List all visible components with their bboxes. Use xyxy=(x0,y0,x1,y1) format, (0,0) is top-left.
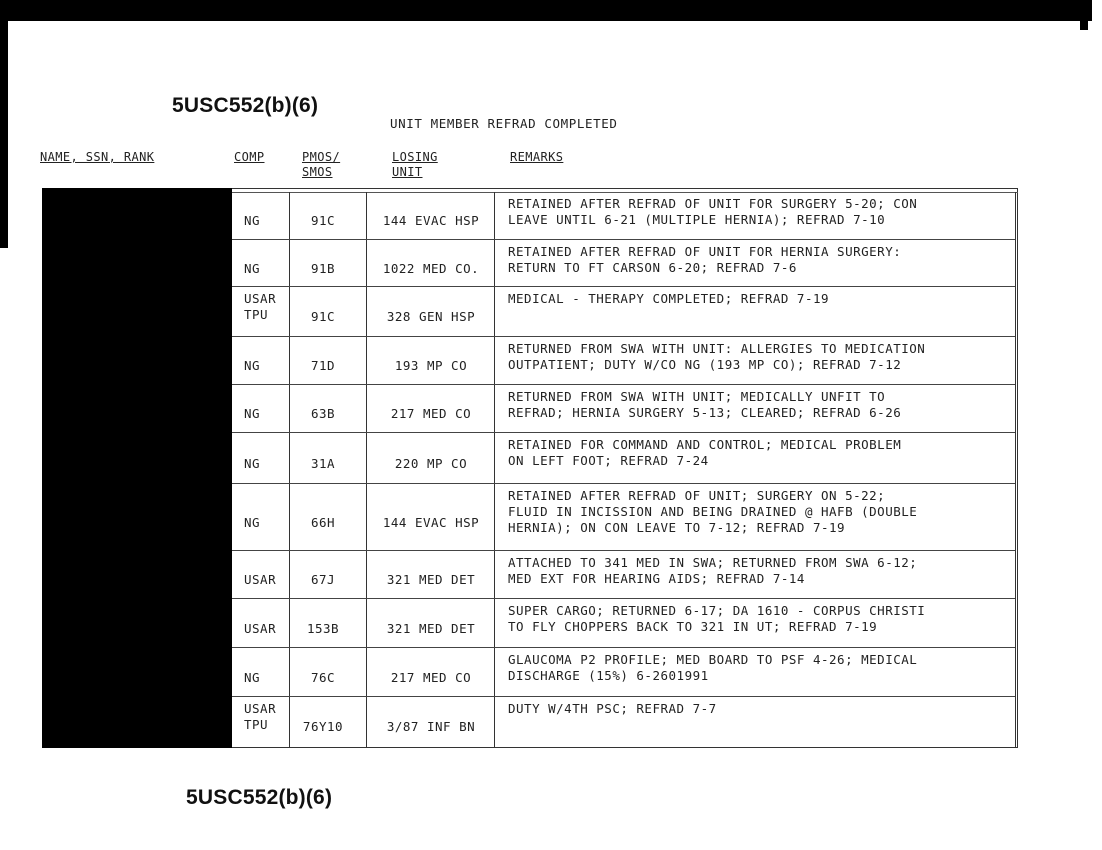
scan-left-border xyxy=(0,0,8,248)
column-header-remarks: REMARKS xyxy=(510,150,564,164)
losing-unit-cell: 144 EVAC HSP xyxy=(382,515,480,530)
remarks-line1: DUTY W/4TH PSC; REFRAD 7-7 xyxy=(508,701,717,716)
comp-cell: NG xyxy=(244,358,261,373)
remarks-line1: RETAINED AFTER REFRAD OF UNIT FOR SURGERY 5-20; CON xyxy=(508,196,918,211)
column-header-name: NAME, SSN, RANK xyxy=(40,150,155,164)
scan-right-mark xyxy=(1080,0,1088,30)
remarks-line2: LEAVE UNTIL 6-21 (MULTIPLE HERNIA); REFRAD 7-10 xyxy=(508,212,886,227)
table-row xyxy=(232,240,1015,287)
remarks-line3: HERNIA); ON CON LEAVE TO 7-12; REFRAD 7-19 xyxy=(508,520,846,535)
column-header-pmos: PMOS/ SMOS xyxy=(302,150,341,179)
pmos-cell: 67J xyxy=(310,572,336,587)
pmos-cell: 63B xyxy=(310,406,336,421)
comp-cell: USAR xyxy=(244,701,277,716)
pmos-cell: 91C xyxy=(310,309,336,324)
redaction-block xyxy=(42,188,232,748)
table-row xyxy=(232,287,1015,337)
pmos-cell: 71D xyxy=(310,358,336,373)
losing-unit-cell: 321 MED DET xyxy=(386,621,476,636)
table-row xyxy=(232,433,1015,484)
remarks-line2: MED EXT FOR HEARING AIDS; REFRAD 7-14 xyxy=(508,571,805,586)
remarks-line2: REFRAD; HERNIA SURGERY 5-13; CLEARED; REFRAD 6-26 xyxy=(508,405,902,420)
comp-cell: USAR xyxy=(244,621,277,636)
comp-cell-line2: TPU xyxy=(244,307,269,322)
losing-unit-cell: 193 MP CO xyxy=(394,358,468,373)
remarks-line2: FLUID IN INCISSION AND BEING DRAINED @ HAFB (DOUBLE xyxy=(508,504,918,519)
pmos-cell: 91C xyxy=(310,213,336,228)
remarks-line2: RETURN TO FT CARSON 6-20; REFRAD 7-6 xyxy=(508,260,797,275)
pmos-cell: 66H xyxy=(310,515,336,530)
pmos-cell: 76C xyxy=(310,670,336,685)
comp-cell: USAR xyxy=(244,572,277,587)
losing-unit-cell: 144 EVAC HSP xyxy=(382,213,480,228)
comp-cell: NG xyxy=(244,213,261,228)
comp-cell: NG xyxy=(244,456,261,471)
remarks-line1: GLAUCOMA P2 PROFILE; MED BOARD TO PSF 4-26; MEDICAL xyxy=(508,652,918,667)
remarks-line1: RETAINED AFTER REFRAD OF UNIT FOR HERNIA SURGERY: xyxy=(508,244,902,259)
comp-cell: NG xyxy=(244,515,261,530)
remarks-line1: RETAINED AFTER REFRAD OF UNIT; SURGERY ON 5-22; xyxy=(508,488,886,503)
document-heading: UNIT MEMBER REFRAD COMPLETED xyxy=(390,116,618,131)
losing-unit-cell: 1022 MED CO. xyxy=(382,261,480,276)
column-header-losing-unit: LOSING UNIT xyxy=(392,150,438,179)
remarks-line2: ON LEFT FOOT; REFRAD 7-24 xyxy=(508,453,709,468)
losing-unit-cell: 217 MED CO xyxy=(390,406,472,421)
comp-cell: NG xyxy=(244,406,261,421)
losing-unit-cell: 217 MED CO xyxy=(390,670,472,685)
table-row xyxy=(232,337,1015,385)
comp-cell-line2: TPU xyxy=(244,717,269,732)
losing-unit-cell: 328 GEN HSP xyxy=(386,309,476,324)
redaction-label-top: 5USC552(b)(6) xyxy=(172,94,319,117)
remarks-line1: MEDICAL - THERAPY COMPLETED; REFRAD 7-19 xyxy=(508,291,830,306)
remarks-line1: SUPER CARGO; RETURNED 6-17; DA 1610 - CORPUS CHRISTI xyxy=(508,603,926,618)
column-header-comp: COMP xyxy=(234,150,265,164)
remarks-line1: RETURNED FROM SWA WITH UNIT; MEDICALLY UNFIT TO xyxy=(508,389,886,404)
column-divider xyxy=(1015,192,1016,748)
remarks-line2: TO FLY CHOPPERS BACK TO 321 IN UT; REFRAD 7-19 xyxy=(508,619,878,634)
table-row xyxy=(232,551,1015,599)
scan-top-border xyxy=(0,0,1092,21)
remarks-line1: ATTACHED TO 341 MED IN SWA; RETURNED FROM SWA 6-12; xyxy=(508,555,918,570)
table-row xyxy=(232,385,1015,433)
table-row xyxy=(232,484,1015,551)
pmos-cell: 91B xyxy=(310,261,336,276)
remarks-line2: OUTPATIENT; DUTY W/CO NG (193 MP CO); REFRAD 7-12 xyxy=(508,357,902,372)
remarks-line1: RETURNED FROM SWA WITH UNIT: ALLERGIES TO MEDICATION xyxy=(508,341,926,356)
pmos-cell: 76Y10 xyxy=(302,719,344,734)
table-row xyxy=(232,599,1015,648)
remarks-line2: DISCHARGE (15%) 6-2601991 xyxy=(508,668,709,683)
comp-cell: NG xyxy=(244,261,261,276)
pmos-cell: 153B xyxy=(306,621,340,636)
comp-cell: USAR xyxy=(244,291,277,306)
losing-unit-cell: 220 MP CO xyxy=(394,456,468,471)
redaction-label-bottom: 5USC552(b)(6) xyxy=(186,786,333,809)
remarks-line1: RETAINED FOR COMMAND AND CONTROL; MEDICAL PROBLEM xyxy=(508,437,902,452)
table-row xyxy=(232,648,1015,697)
losing-unit-cell: 321 MED DET xyxy=(386,572,476,587)
table-row xyxy=(232,697,1015,748)
comp-cell: NG xyxy=(244,670,261,685)
losing-unit-cell: 3/87 INF BN xyxy=(386,719,476,734)
table-row xyxy=(232,192,1015,240)
pmos-cell: 31A xyxy=(310,456,336,471)
